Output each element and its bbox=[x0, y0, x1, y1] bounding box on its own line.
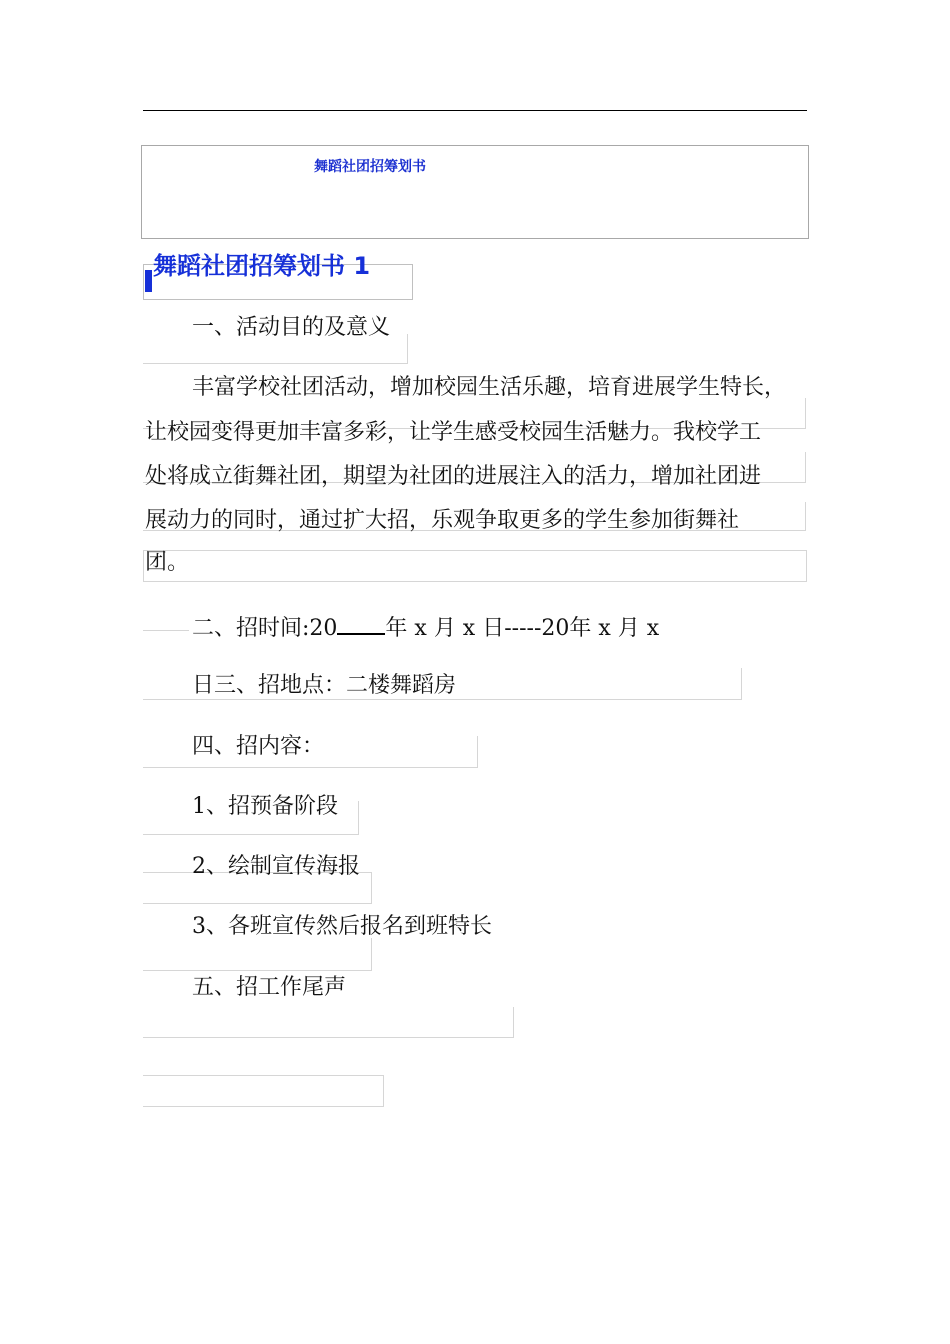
paragraph-line: 展动力的同时，通过扩大招，乐观争取更多的学生参加街舞社 bbox=[145, 508, 740, 533]
text-frame bbox=[143, 1007, 514, 1038]
paragraph-line: 让校园变得更加丰富多彩，让学生感受校园生活魅力。我校学工 bbox=[145, 420, 762, 445]
section-title: 四、招内容： bbox=[192, 734, 325, 759]
header-rule bbox=[143, 110, 807, 111]
paragraph-line: 丰富学校社团活动，增加校园生活乐趣，培育进展学生特长， bbox=[192, 375, 787, 400]
paragraph-line: 处将成立街舞社团，期望为社团的进展注入的活力，增加社团进 bbox=[145, 464, 762, 489]
header-title: 舞蹈社团招筹划书 bbox=[314, 159, 426, 175]
text-frame bbox=[143, 550, 807, 582]
section-title: 五、招工作尾声 bbox=[192, 975, 347, 1000]
recruit-time-line bbox=[192, 613, 659, 642]
document-heading: 舞蹈社团招筹划书 1 bbox=[153, 252, 371, 280]
blank-underline bbox=[337, 613, 385, 635]
text-frame bbox=[143, 938, 372, 971]
text-frame bbox=[143, 600, 189, 631]
list-item: 1、招预备阶段 bbox=[192, 794, 338, 819]
recruit-location-line: 日三、招地点：二楼舞蹈房 bbox=[192, 673, 457, 698]
list-item: 3、各班宣传然后报名到班特长 bbox=[192, 914, 492, 939]
paragraph-line: 团。 bbox=[145, 550, 190, 575]
page-header-box bbox=[141, 145, 809, 239]
recruit-time-prefix: 二、招时间:20 bbox=[192, 616, 338, 641]
heading-marker bbox=[145, 270, 152, 292]
text-frame bbox=[143, 1075, 384, 1107]
list-item: 2、绘制宣传海报 bbox=[192, 854, 360, 879]
section-title: 一、活动目的及意义 bbox=[192, 315, 391, 340]
recruit-time-suffix: 年 x 月 x 日-----20年 x 月 x bbox=[385, 616, 660, 641]
